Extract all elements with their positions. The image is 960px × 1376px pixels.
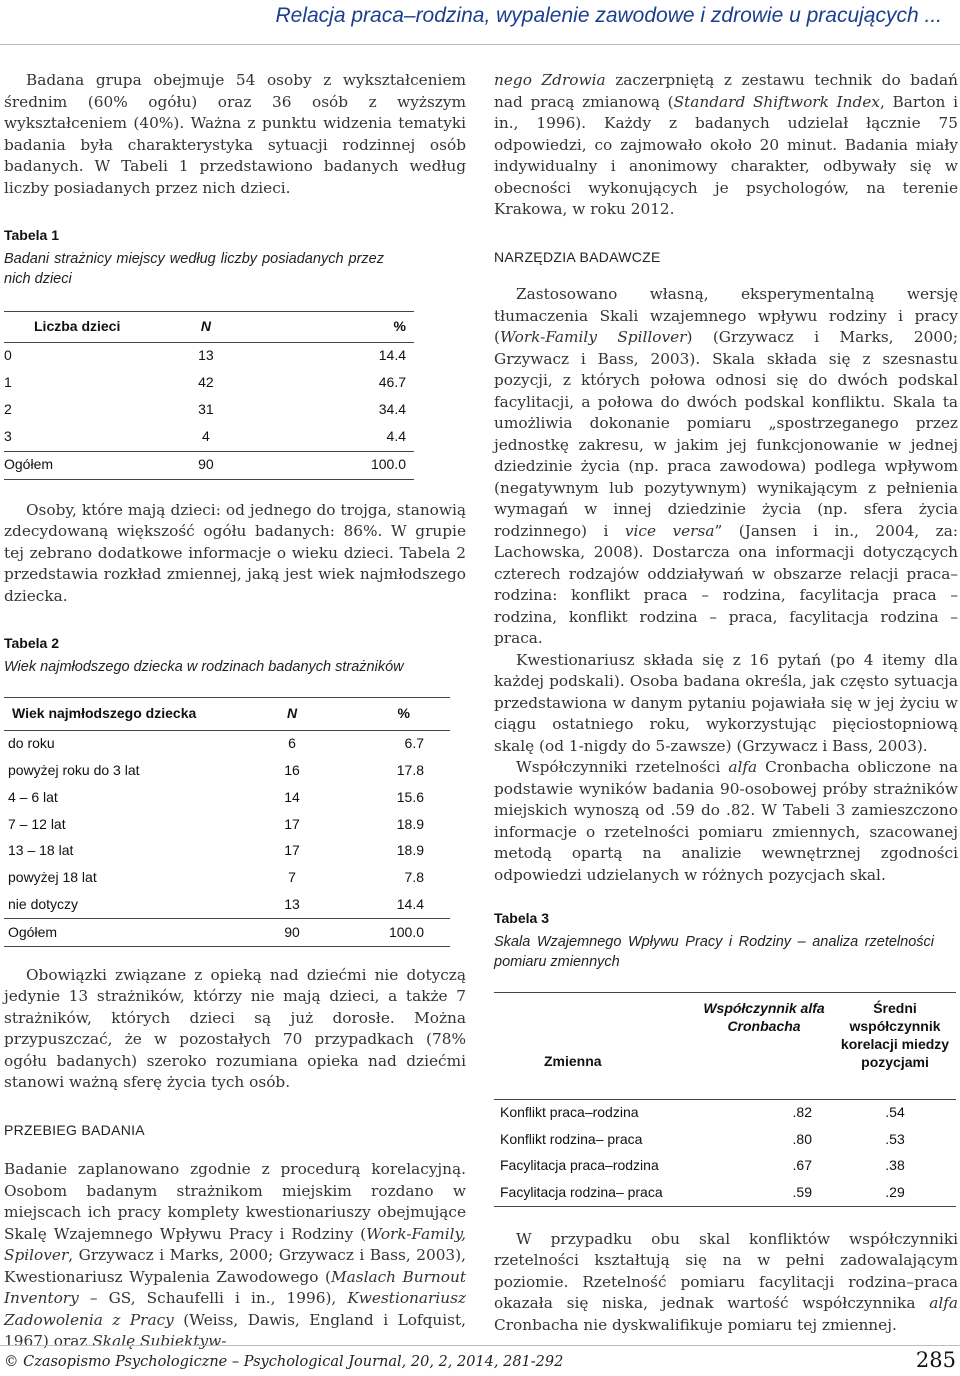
table-cell: 100.0 — [238, 451, 414, 479]
italic-text: vice versa — [624, 521, 715, 540]
table-cell: Facylitacja rodzina– praca — [500, 1183, 663, 1200]
text-run: Zastosowano własną, eksperymentalną wersję tłumaczenia Skali wzajemnego wpływu rodziny i pracy ( — [494, 285, 958, 346]
table-cell: 7.8 — [404, 869, 424, 886]
italic-text: Skalę Subiektyw- — [92, 1332, 227, 1351]
paragraph — [494, 1229, 958, 1337]
table-cell: 17.8 — [396, 761, 424, 778]
table-cell: 6 — [288, 735, 296, 752]
running-header-title: Relacja praca–rodzina, wypalenie zawodowe i zdrowie u pracujących ... — [275, 4, 942, 27]
table-cell: 13 — [284, 895, 300, 912]
table-cell: .38 — [885, 1157, 905, 1173]
table-row — [4, 730, 450, 757]
table-cell: nie dotyczy — [8, 895, 79, 912]
table2-header-cell: % — [362, 697, 450, 730]
table-cell: 7 — [288, 869, 296, 886]
table1-caption: Badani strażnicy miejscy według liczby posiadanych przez nich dzieci — [4, 250, 384, 287]
table-cell: .53 — [885, 1130, 905, 1147]
table1-header-row — [4, 311, 414, 342]
table-cell: 4 — [201, 428, 210, 445]
table-total-row — [4, 451, 414, 479]
table-cell: 2 — [4, 401, 12, 418]
table3 — [494, 992, 956, 1207]
table-cell: .67 — [792, 1157, 812, 1173]
table2-header-cell: N — [222, 697, 362, 730]
table-cell: 7 – 12 lat — [8, 815, 66, 832]
text-run: ) (Grzywacz i Marks, 2000; Grzywacz i Bass, 2003). Skala składa się z szesnastu pozycji, z których połowa odnosi się do dwóch podskal facylitacji, a połowa do dwóch podskal konfliktu. Skala ta umożliwia dokonanie pomiaru „spostrzeganego przez jednostkę zakresu, w jakim jej funkcjonowanie w jednej dziedzinie życia (np. praca zawodowa) podlega wpływom (negatywnym lub pozytywnym) wynikającym z pełnienia wymagań w innej dziedzinie życia (np. sfera życia rodzinnego) i — [494, 328, 958, 540]
table-row — [494, 1153, 956, 1180]
paragraph — [4, 1159, 466, 1353]
table2-block — [4, 633, 466, 947]
table1-header-cell: % — [238, 311, 414, 342]
table-total-row — [4, 919, 450, 947]
table-row — [4, 838, 450, 865]
table-cell: 13 — [198, 347, 214, 364]
table-cell: .29 — [885, 1183, 905, 1200]
table-cell: Konflikt rodzina– praca — [500, 1130, 643, 1147]
table-cell: 4.4 — [386, 428, 406, 445]
section-heading: PRZEBIEG BADANIA — [4, 1121, 145, 1138]
table1-block — [4, 225, 466, 480]
italic-text: Kwestionariusz Zadowolenia z Pracy — [4, 1289, 466, 1329]
italic-text: Standard Shiftwork Index — [673, 92, 880, 111]
table2-label: Tabela 2 — [4, 635, 59, 651]
table-cell: do roku — [8, 735, 55, 752]
text-run: , Barton i in., 1996). Każdy z badanych udzielał łącznie 75 odpowiedzi, co zajmowało około 20 minut. Badania miały indywidualny i anonimowy charakter, odbywały się w obecności wykonujących je psychologów, na terenie Krakowa, w roku 2012. — [494, 92, 958, 218]
table-cell: 16 — [284, 761, 300, 778]
table-cell: 90 — [174, 451, 238, 479]
table-cell: 46.7 — [378, 374, 406, 391]
table-cell: 90 — [222, 919, 362, 947]
paragraph: Obowiązki związane z opieką nad dziećmi nie dotyczą jedynie 13 strażników, którzy nie mają dzieci, a także 7 strażników, których dzieci są już dorosłe. Można przypuszczać, że w pozostałych 70 przypadkach (78% ogółu badanych) szeroko rozumiana opieka nad dziećmi stanowi ważną sferę życia tych osób. — [4, 965, 466, 1092]
table-cell: 17 — [284, 842, 300, 859]
italic-text: nego Zdrowia — [494, 71, 606, 89]
paragraph: Badana grupa obejmuje 54 osoby z wykształceniem średnim (60% ogółu) oraz 36 osób z wyższym wykształceniem (40%). Ważna z punktu widzenia tematyki badania była charakterystyka sytuacji rodzinnej osób badanych. W Tabeli 1 przedstawiono badanych według liczby posiadanych przez nich dzieci. — [4, 71, 466, 197]
table-cell: 15.6 — [396, 788, 424, 805]
table-cell: 3 — [4, 428, 12, 445]
table-cell: .54 — [885, 1104, 905, 1120]
table-cell: Konflikt praca–rodzina — [500, 1104, 639, 1120]
table3-header-cell: Zmienna — [494, 992, 694, 1099]
italic-text: Work-Family Spillover — [499, 328, 687, 346]
table-cell: 18.9 — [396, 842, 424, 859]
section-heading: NARZĘDZIA BADAWCZE — [494, 248, 661, 265]
paragraph — [494, 70, 958, 221]
paragraph — [494, 284, 958, 650]
table-cell: 31 — [198, 401, 214, 418]
journal-citation: © Czasopismo Psychologiczne – Psychological Journal, 20, 2, 2014, 281-292 — [4, 1354, 564, 1370]
table-row — [4, 370, 414, 397]
table2-header-row — [4, 697, 450, 730]
italic-text: alfa — [929, 1294, 958, 1312]
text-run: Badanie zaplanowano zgodnie z procedurą korelacyjną. Osobom badanym strażnikom miejskim rozdano w miejscach ich pracy komplety kwestionariuszy obejmujące Skalę Wzajemnego Wpływu Pracy i Rodziny ( — [4, 1160, 466, 1243]
text-run: (Weiss, Dawis, England i Lofquist, 1967) oraz — [4, 1310, 466, 1351]
text-run: zaczerpniętą z zestawu technik do badań nad pracą zmianową ( — [494, 71, 958, 111]
table3-header-cell: Średni współczynnik korelacji miedzy pozycjami — [834, 992, 956, 1099]
table-cell: 18.9 — [396, 815, 424, 832]
table-row — [4, 342, 414, 370]
paragraph: Kwestionariusz składa się z 16 pytań (po 4 itemy dla każdej podskali). Osoba badana określa, jak często sytuacja przedstawiona w danym pytaniu pojawiała się w jej życiu w ciągu ostatniego roku, wykorzystując pięciostopniową skalę (od 1-nigdy do 5-zawsze) (Grzywacz i Bass, 2003). — [494, 650, 958, 755]
text-run: Współczynniki rzetelności — [516, 758, 729, 776]
paragraph: Osoby, które mają dzieci: od jednego do trojga, stanowią zdecydowaną większość ogółu badanych: 86%. W grupie tej zebrano dodatkowe informacje o wieku dzieci. Tabela 2 przedstawia rozkład zmiennej, jaką jest wiek najmłodszego dziecka. — [4, 500, 466, 605]
table3-block — [494, 908, 958, 1207]
table-row — [4, 784, 450, 811]
table1-header-cell: N — [174, 311, 238, 342]
table-cell: Ogółem — [4, 919, 222, 947]
text-run: – GS, Schaufelli i in., 1996), — [78, 1289, 348, 1308]
table3-label: Tabela 3 — [494, 910, 549, 926]
table-cell: 6.7 — [404, 735, 424, 752]
table-cell: 14.4 — [378, 347, 406, 364]
right-column — [494, 70, 958, 1336]
text-run: ” (Jansen i in., 2004, za: Lachowska, 2008). Dostarcza ona informacji dotyczących czterech rodzajów oddziaływań w obszarze relacji praca–rodzina: konflikt praca – rodzina, facylitacja praca – rodzina, konflikt rodzina – praca, facylitacja rodzina – praca. — [494, 521, 958, 647]
table1-label: Tabela 1 — [4, 227, 59, 243]
left-column — [4, 70, 466, 1353]
italic-text: Work-Family, Spilover — [4, 1224, 466, 1265]
table-cell: .59 — [792, 1183, 812, 1200]
table-row — [4, 424, 414, 452]
paragraph — [494, 757, 958, 886]
page-number: 285 — [915, 1348, 956, 1372]
table-cell: 14 — [284, 788, 300, 805]
table1 — [4, 311, 414, 480]
table-cell: powyżej 18 lat — [8, 869, 97, 886]
table-row — [4, 811, 450, 838]
table-cell: 1 — [4, 374, 12, 391]
table-cell: powyżej roku do 3 lat — [8, 761, 140, 778]
table-cell: Facylitacja praca–rodzina — [500, 1157, 659, 1173]
table2-caption: Wiek najmłodszego dziecka w rodzinach badanych strażników — [4, 658, 404, 675]
table-row — [4, 397, 414, 424]
table-cell: .80 — [792, 1130, 812, 1147]
table2-header-cell: Wiek najmłodszego dziecka — [4, 697, 222, 730]
text-run: , Grzywacz i Marks, 2000; Grzywacz i Bass, 2003), Kwestionariusz Wypalenia Zawodowego ( — [4, 1246, 466, 1286]
table1-header-cell: Liczba dzieci — [4, 311, 174, 342]
table-cell: 42 — [198, 374, 214, 391]
table-row — [494, 1179, 956, 1206]
table-row — [4, 891, 450, 918]
page-footer — [0, 1345, 960, 1376]
table3-header-row — [494, 992, 956, 1099]
table3-caption: Skala Wzajemnego Wpływu Pracy i Rodziny – analiza rzetelności pomiaru zmiennych — [494, 933, 934, 970]
table-cell: Ogółem — [4, 451, 174, 479]
table-row — [4, 864, 450, 891]
text-run: W przypadku obu skal konfliktów współczynniki rzetelności kształtują się na w pełni zadowalającym poziomie. Rzetelność pomiaru facylitacji rodzina–praca okazała się niska, jednak wartość współczynnika — [494, 1229, 958, 1312]
table-cell: .82 — [792, 1104, 812, 1120]
table-cell: 100.0 — [362, 919, 450, 947]
table-cell: 17 — [284, 815, 300, 832]
table-row — [4, 757, 450, 784]
italic-text: Maslach Burnout Inventory — [4, 1267, 466, 1308]
table2 — [4, 697, 450, 947]
table-cell: 4 – 6 lat — [8, 788, 58, 805]
table-row — [494, 1126, 956, 1153]
table-row — [494, 1099, 956, 1126]
italic-text: alfa — [728, 758, 758, 776]
table-cell: 14.4 — [396, 895, 424, 912]
running-header — [0, 0, 960, 45]
table3-header-cell: Współczynnik alfa Cronbacha — [694, 992, 834, 1099]
table-cell: 0 — [4, 347, 12, 364]
table-cell: 34.4 — [378, 401, 406, 418]
text-run: Cronbacha nie dyskwalifikuje pomiaru tej zmiennej. — [494, 1315, 897, 1334]
table-cell: 13 – 18 lat — [8, 842, 74, 859]
text-run: Cronbacha obliczone na podstawie wyników badania 90-osobowej próby strażników miejskich wynoszą od .59 do .82. W Tabeli 3 zamieszczono informacje o rzetelności pomiaru zmiennych, szacowanej metodą opartą na analizie wewnętrznej zgodności odpowiedzi udzielanych w różnych pozycjach skal. — [494, 758, 958, 884]
